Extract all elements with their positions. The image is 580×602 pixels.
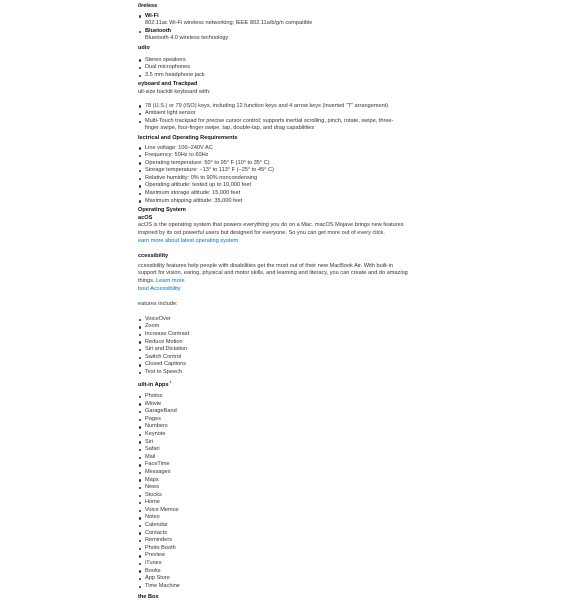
features-intro: eatures include:: [138, 301, 178, 308]
electrical-list: [138, 145, 404, 206]
in-the-box-heading: the Box: [138, 594, 159, 601]
list-item: News: [138, 484, 404, 492]
os-heading: Operating System: [138, 207, 186, 214]
list-item: Operating altitude: tested up to 10,000 feet: [138, 182, 404, 190]
learn-more-accessibility-link[interactable]: Learn more: [156, 278, 185, 284]
wireless-heading: /ireless: [138, 3, 158, 9]
macos-link-line: [138, 238, 408, 246]
list-item: Stereo speakers: [138, 57, 404, 65]
list-item: Keynote: [138, 431, 404, 439]
list-item: Photos: [138, 393, 404, 401]
list-item: Messages: [138, 469, 404, 477]
list-item: Increase Contrast: [138, 331, 404, 339]
list-item: Photo Booth: [138, 545, 404, 553]
apps-list: [138, 393, 404, 590]
list-item: Contacts: [138, 530, 404, 538]
list-item: Mail: [138, 454, 404, 462]
list-item: Zoom: [138, 323, 404, 331]
list-item: iMovie: [138, 401, 404, 409]
list-item: Reduce Motion: [138, 339, 404, 347]
apps-heading: [138, 379, 580, 389]
list-item: Text to Speech: [138, 369, 404, 377]
accessibility-text: ccessibility features help people with disabilities get the most out of their new MacBook Air. With built-in support for vision, earing, physical and motor skills, and learning and literacy, you can create and do amazing things.: [138, 262, 408, 284]
keyboard-intro: ull-size backlit keyboard with:: [138, 88, 211, 95]
wifi-detail: 802.11ac Wi-Fi wireless networking; IEEE 802.11a/b/g/n compatible: [145, 20, 313, 27]
list-item: Maximum storage altitude: 15,000 feet: [138, 190, 404, 198]
apps-heading-text: uilt-in Apps: [138, 381, 169, 388]
list-item: Books: [138, 568, 404, 576]
list-item: Calendar: [138, 522, 404, 530]
list-item: Switch Control: [138, 354, 404, 362]
list-item: Numbers: [138, 423, 404, 431]
learn-more-os-link[interactable]: earn more about latest operating system: [138, 237, 239, 244]
list-item: Pages: [138, 416, 404, 424]
list-item: 3.5 mm headphone jack: [138, 72, 404, 80]
list-item: Line voltage: 100–240V AC: [138, 145, 404, 153]
keyboard-list: [138, 103, 404, 133]
list-item: 78 (U.S.) or 79 (ISO) keys, including 12 function keys and 4 arrow keys (inverted “T” arrangement): [138, 103, 404, 111]
list-item: Home: [138, 499, 404, 507]
macos-description: acOS is the operating system that powers everything you do on a Mac. macOS Mojave brings new features inspired by its ost powerful users but designed for everyone. So you can get more out of every click.: [138, 222, 404, 237]
list-item: Voice Memos: [138, 507, 404, 515]
list-item: VoiceOver: [138, 316, 404, 324]
accessibility-description: [138, 263, 408, 293]
accessibility-heading: ccessibility: [138, 253, 169, 260]
accessibility-features-list: [138, 316, 404, 377]
wifi-title: Wi-Fi: [145, 12, 159, 19]
keyboard-heading: eyboard and Trackpad: [138, 81, 198, 88]
list-item: Reminders: [138, 537, 404, 545]
list-item: Siri and Dictation: [138, 346, 404, 354]
electrical-heading: lectrical and Operating Requirements: [138, 134, 238, 141]
list-item: Multi-Touch trackpad for precise cursor control; supports inertial scrolling, pinch, rotate, swipe, three-finger swipe, four-finger swipe, tap, double-tap, and drag capabilities: [138, 118, 404, 133]
list-item: Siri: [138, 439, 404, 447]
list-item: Frequency: 50Hz to 60Hz: [138, 152, 404, 160]
apps-footnote[interactable]: 1: [169, 379, 172, 384]
list-item: Relative humidity: 0% to 90% noncondensing: [138, 175, 404, 183]
audio-list: [138, 57, 404, 80]
list-item: Preview: [138, 552, 404, 560]
audio-heading: udio: [138, 44, 150, 51]
macos-subheading: acOS: [138, 214, 153, 221]
list-item: Dual microphones: [138, 64, 404, 72]
list-item: Closed Captions: [138, 361, 404, 369]
list-item: [138, 13, 404, 28]
list-item: GarageBand: [138, 408, 404, 416]
list-item: Time Machine: [138, 583, 404, 591]
bluetooth-title: Bluetooth: [145, 27, 172, 34]
wireless-list: [138, 13, 404, 43]
list-item: Notes: [138, 514, 404, 522]
list-item: Safari: [138, 446, 404, 454]
list-item: Stocks: [138, 492, 404, 500]
list-item: iTunes: [138, 560, 404, 568]
bluetooth-detail: Bluetooth 4.0 wireless technology: [145, 35, 229, 42]
about-accessibility-link[interactable]: bout Accessibility: [138, 285, 181, 292]
list-item: Operating temperature: 50° to 95° F (10° to 35° C): [138, 160, 404, 168]
list-item: [138, 28, 404, 43]
list-item: FaceTime: [138, 461, 404, 469]
list-item: Maximum shipping altitude: 35,000 feet: [138, 198, 404, 206]
list-item: App Store: [138, 575, 404, 583]
list-item: Maps: [138, 477, 404, 485]
list-item: Storage temperature: −13° to 113° F (−25° to 45° C): [138, 167, 404, 175]
list-item: Ambient light sensor: [138, 110, 404, 118]
